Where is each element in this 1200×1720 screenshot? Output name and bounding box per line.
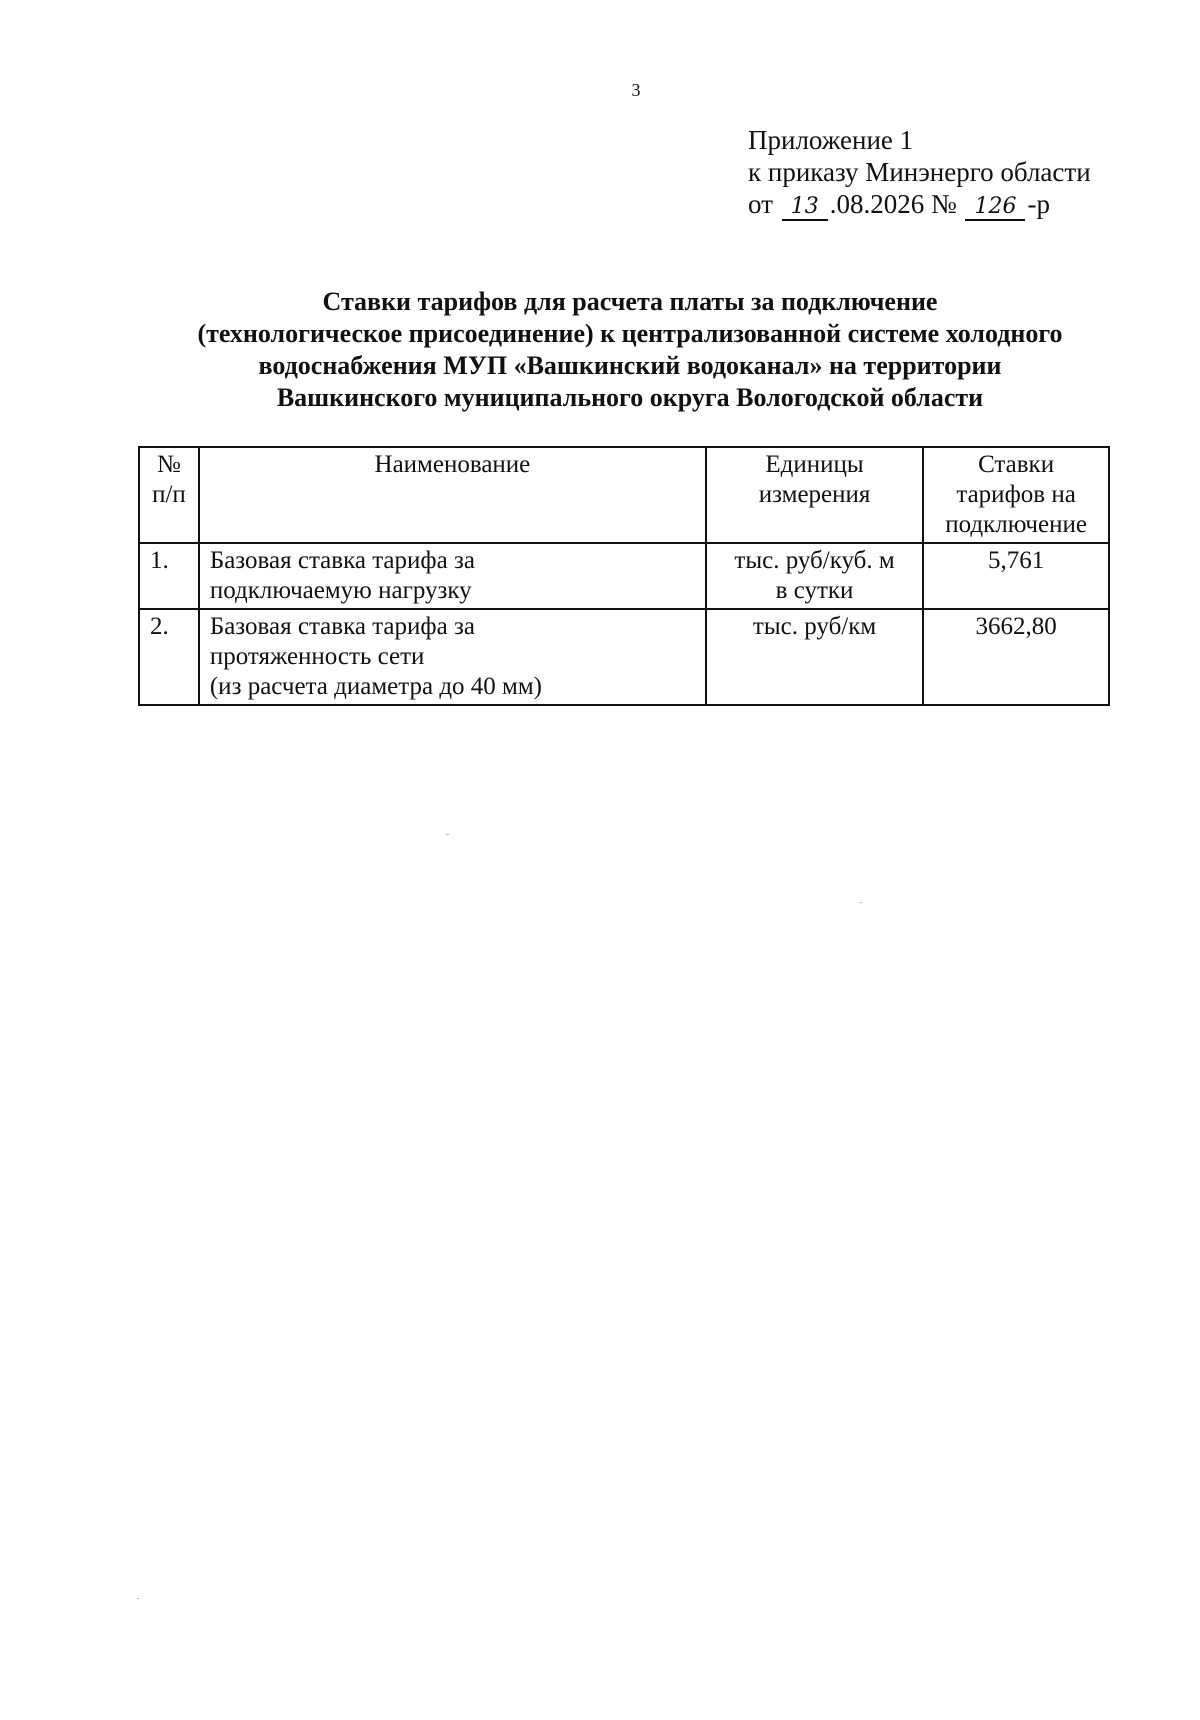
row-number: 1. [139, 543, 199, 609]
row-rate: 5,761 [923, 543, 1109, 609]
title-line-2: (технологическое присоединение) к централизованной системе холодного [197, 319, 1063, 348]
header-name: Наименование [199, 447, 706, 543]
document-title [130, 286, 1130, 414]
title-line-3: водоснабжения МУП «Вашкинский водоканал» на территории [258, 351, 1002, 380]
title-line-1: Ставки тарифов для расчета платы за подключение [322, 287, 938, 316]
appendix-title: Приложение 1 [748, 125, 914, 155]
row-name: Базовая ставка тарифа за протяженность сети (из расчета диаметра до 40 мм) [199, 609, 706, 705]
tariff-table [138, 446, 1110, 706]
scan-speck [446, 834, 449, 835]
scan-speck [860, 902, 862, 903]
row-number: 2. [139, 609, 199, 705]
handwritten-order-number: 126 [965, 195, 1025, 221]
handwritten-day: 13 [782, 195, 828, 221]
page-number: 3 [631, 80, 641, 100]
row-name: Базовая ставка тарифа за подключаемую нагрузку [199, 543, 706, 609]
header-num: № п/п [139, 447, 199, 543]
header-unit: Единицы измерения [706, 447, 923, 543]
table-header-row [139, 447, 1109, 543]
appendix-order-reference: к приказу Минэнерго области [748, 157, 1091, 187]
table-row [139, 543, 1109, 609]
table-row [139, 609, 1109, 705]
scan-speck [137, 1598, 139, 1599]
row-rate: 3662,80 [923, 609, 1109, 705]
date-rest: .08.2026 № [829, 189, 957, 219]
date-prefix: от [748, 189, 773, 219]
row-unit: тыс. руб/куб. м в сутки [706, 543, 923, 609]
appendix-date-line [748, 188, 1091, 221]
header-rate: Ставки тарифов на подключение [923, 447, 1109, 543]
order-suffix: -р [1027, 189, 1050, 219]
appendix-header [748, 124, 1091, 221]
title-line-4: Вашкинского муниципального округа Вологодской области [276, 383, 984, 412]
row-unit: тыс. руб/км [706, 609, 923, 705]
